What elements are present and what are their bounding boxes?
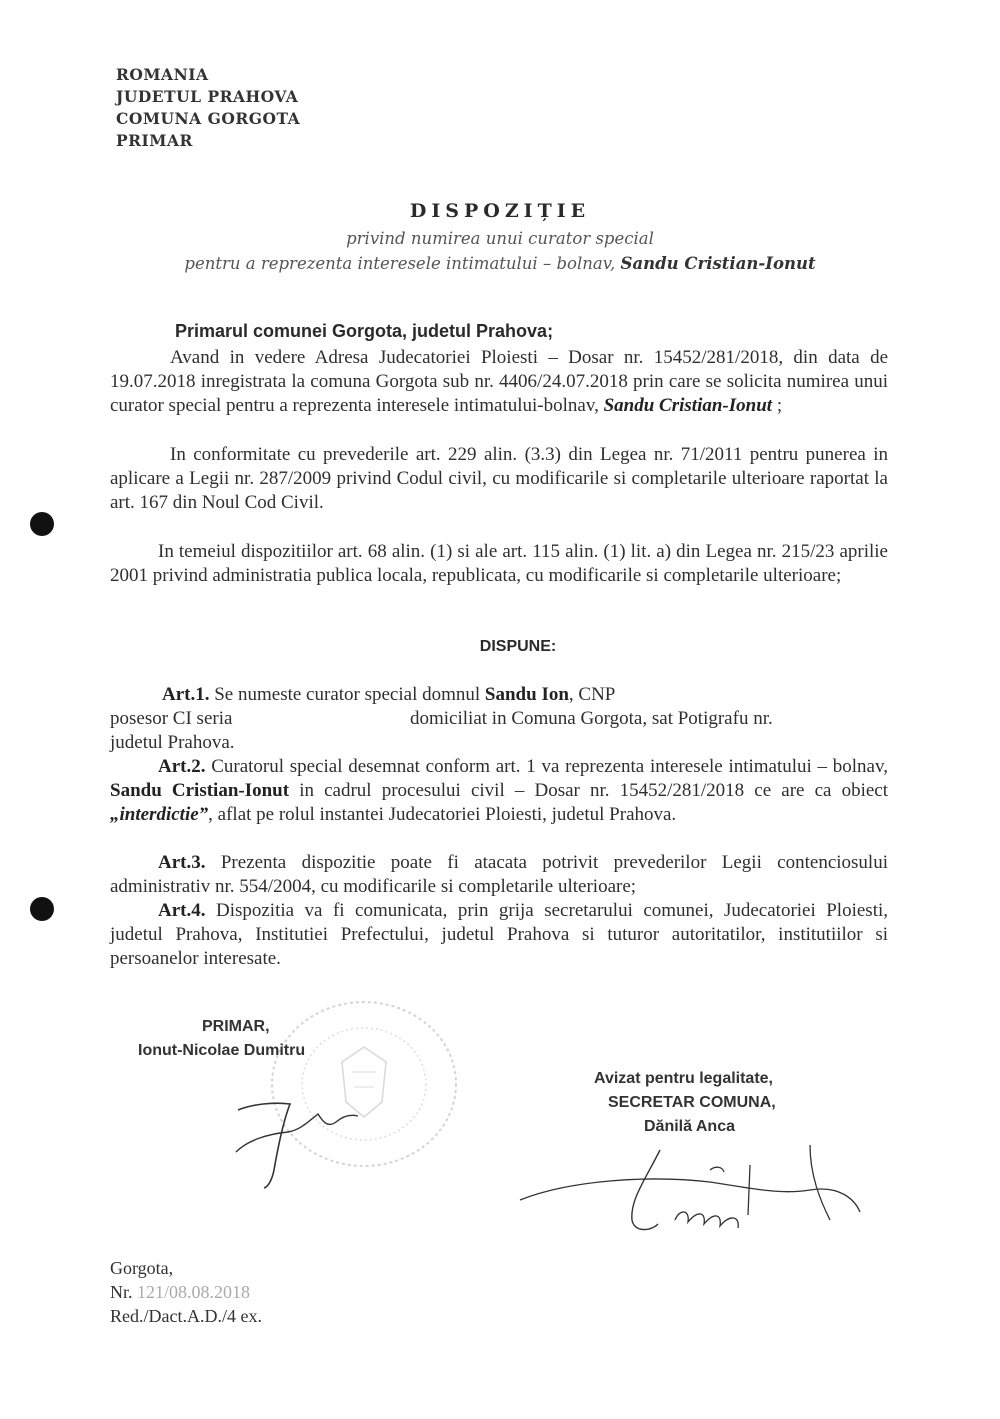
header-office: PRIMAR [116,131,193,150]
article-2-text-1: Curatorul special desemnat conform art. 1 va reprezenta interesele intimatului – bolnav, [211,756,888,777]
punch-hole-top [30,512,54,536]
article-4 [110,899,888,971]
preamble-paragraph-1 [110,346,888,418]
preamble-paragraph-3: In temeiul dispozitiilor art. 68 alin. (1) si ale art. 115 alin. (1) lit. a) din Legea nr. 215/23 aprilie 2001 privind administratia publica locala, republicata, cu modificarile si completarile ulterioare; [110,541,888,586]
article-3 [110,851,888,899]
mayor-title: PRIMAR, [202,1018,270,1035]
article-4-text: Dispozitia va fi comunicata, prin grija secretarului comunei, Judecatoriei Ploiesti, judetul Prahova, Institutiei Prefectului, judetul Prahova si tuturor autoritatilor, institutiilor si persoanelor interesate. [110,900,889,969]
article-2 [110,755,888,827]
dispune-heading: DISPUNE: [479,638,557,655]
article-2-text-3: , aflat pe rolul instantei Judecatoriei Ploiesti, judetul Prahova. [208,804,677,825]
article-3-text: Prezenta dispozitie poate fi atacata potrivit prevederilor Legii contenciosului administrativ nr. 554/2004, cu modificarile si completarile ulterioare; [110,852,888,897]
document-header [116,64,300,152]
article-1-text: Se numeste curator special domnul [214,684,481,705]
article-1-cnp: , CNP [568,684,616,705]
article-4-label: Art.4. [158,900,206,921]
article-1-id-label: posesor CI seria [110,708,233,729]
punch-hole-bottom [30,897,54,921]
header-commune: COMUNA GORGOTA [116,109,301,128]
article-2-label: Art.2. [158,756,206,777]
footer [110,1256,262,1328]
article-1-address: domiciliat in Comuna Gorgota, sat Potigrafu nr. [410,708,773,729]
preamble-p1-end: ; [772,395,783,416]
article-1-label: Art.1. [162,684,210,705]
document-subtitle-line1: privind numirea unui curator special [346,229,654,248]
article-1-county: judetul Prahova. [110,732,235,753]
mayor-signature [228,1092,398,1192]
header-county: JUDETUL PRAHOVA [116,87,299,106]
legal-approval: Avizat pentru legalitate, [594,1070,773,1087]
mayor-name: Ionut-Nicolae Dumitru [138,1042,306,1059]
footer-number-value: 121/08.08.2018 [137,1282,251,1302]
header-country: ROMANIA [116,65,209,84]
intro-line: Primarul comunei Gorgota, judetul Prahova; [175,321,554,341]
footer-number [110,1280,262,1304]
preamble-p1-text: Avand in vedere Adresa Judecatoriei Ploiesti – Dosar nr. 15452/281/2018, din data de 19.07.2018 inregistrata la comuna Gorgota sub nr. 4406/24.07.2018 prin care se solicita numirea unui curator special pentru a reprezenta interesele intimatului-bolnav, [110,347,888,416]
article-1-name: Sandu Ion [484,684,569,705]
footer-redacted: Red./Dact.A.D./4 ex. [110,1306,262,1326]
secretary-title: SECRETAR COMUNA, [608,1094,776,1111]
document-title: DISPOZIȚIE [409,200,591,222]
preamble-p1-name: Sandu Cristian-Ionut [603,395,773,416]
article-2-name: Sandu Cristian-Ionut [110,780,290,801]
subtitle-name: Sandu Cristian-Ionut [620,254,816,273]
preamble-paragraph-2: In conformitate cu prevederile art. 229 alin. (3.3) din Legea nr. 71/2011 pentru punerea in aplicare a Legii nr. 287/2009 privind Codul civil, cu modificarile si completarile ulterioare raportat la art. 167 din Noul Cod Civil. [110,444,888,513]
article-1-line1 [162,683,882,707]
secretary-signature [510,1140,870,1250]
footer-place: Gorgota, [110,1258,174,1278]
article-2-text-2: in cadrul procesului civil – Dosar nr. 15452/281/2018 ce are ca obiect [299,780,889,801]
footer-number-label: Nr. [110,1282,137,1302]
article-2-object: „interdictie” [110,804,209,825]
secretary-name: Dănilă Anca [644,1118,735,1135]
article-3-label: Art.3. [158,852,206,873]
subtitle-prefix: pentru a reprezenta interesele intimatului – bolnav, [184,254,621,273]
document-subtitle-line2 [0,254,1000,273]
